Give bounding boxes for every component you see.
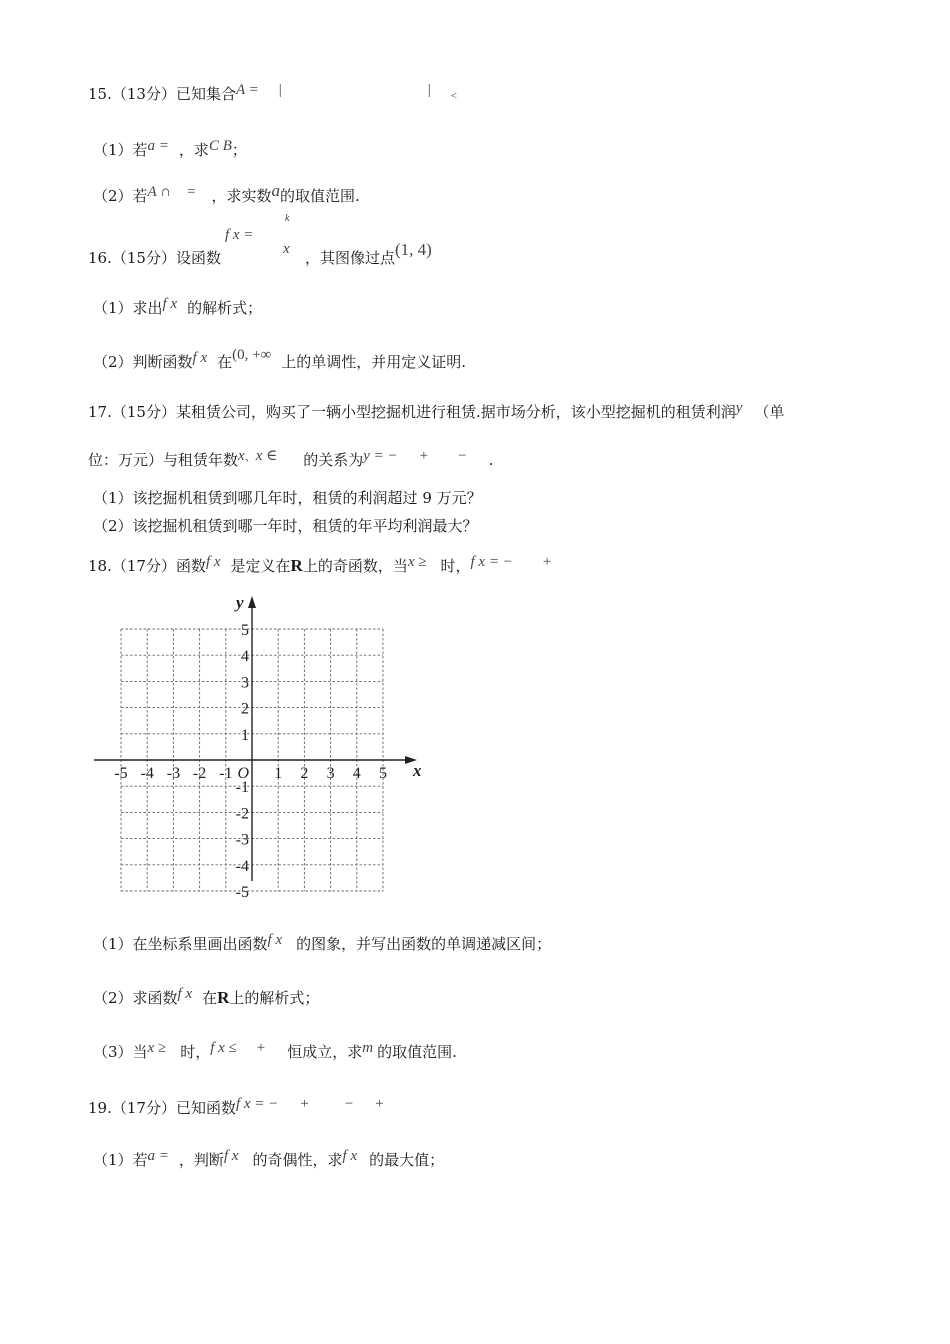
q19-header-text: 19.（17分）已知函数 bbox=[88, 1099, 236, 1117]
q16-den: x bbox=[282, 241, 290, 257]
q18-part2 bbox=[93, 988, 319, 1009]
x-tick-label: 3 bbox=[326, 765, 335, 782]
q18-func: f x bbox=[205, 554, 221, 570]
q17-var-y: y bbox=[735, 400, 743, 416]
y-axis-arrow bbox=[248, 596, 256, 608]
q16-p1-func: f x bbox=[162, 296, 178, 312]
q19-minus: − bbox=[344, 1096, 354, 1112]
q17-line1 bbox=[88, 402, 784, 423]
q18-p1-end: 的图象，并写出函数的单调递减区间； bbox=[296, 935, 552, 953]
q18-p3-var: m bbox=[362, 1040, 374, 1056]
q19-p1-cond: a = bbox=[147, 1148, 169, 1164]
q18-p1-func: f x bbox=[267, 932, 283, 948]
q19-p1-func2: f x bbox=[342, 1148, 358, 1164]
q15-p2-label: （2）若 bbox=[93, 187, 148, 205]
q16-p1-label: （1）求出 bbox=[93, 299, 163, 317]
q18-cond: x ≥ bbox=[407, 554, 427, 570]
y-axis-label: y bbox=[236, 593, 244, 612]
q18-p3-label: （3）当 bbox=[93, 1043, 148, 1061]
q17-dot: . bbox=[488, 451, 494, 469]
q18-p3-mid: 时， bbox=[180, 1043, 211, 1061]
q19-part1 bbox=[93, 1150, 444, 1171]
q15-p2-cond: A ∩ bbox=[147, 184, 172, 200]
q18-p3-plus: + bbox=[256, 1040, 266, 1056]
q17-line2-mid: 的关系为 bbox=[303, 451, 364, 469]
q18-p1-label: （1）在坐标系里画出函数 bbox=[93, 935, 268, 953]
q17-line1-text: 17.（15分）某租赁公司，购买了一辆小型挖掘机进行租赁.据市场分析，该小型挖掘机的租赁利润 bbox=[88, 403, 736, 421]
q18-p2-mid: 在 bbox=[202, 989, 218, 1007]
q19-plus2: + bbox=[375, 1096, 384, 1112]
q19-expr: f x = − bbox=[235, 1096, 279, 1112]
q15-set-a: A = bbox=[235, 82, 259, 98]
q17-line2: 位：万元）与租赁年数x、x ∈ 的关系为y = − + − . bbox=[88, 448, 494, 469]
q15-p2-var: a bbox=[271, 181, 281, 200]
q15-p2-eq: = bbox=[187, 184, 196, 200]
q15-bar2: | bbox=[427, 82, 431, 98]
y-tick-label: 4 bbox=[241, 648, 249, 666]
q18-p3-ineq: f x ≤ bbox=[210, 1040, 237, 1056]
q18-mid2: 上的奇函数，当 bbox=[302, 557, 408, 575]
q16-num: k bbox=[284, 213, 290, 224]
q18-plus: + bbox=[542, 554, 552, 570]
q16-p2-label: （2）判断函数 bbox=[93, 353, 193, 371]
q18-header-text: 18.（17分）函数 bbox=[88, 557, 206, 575]
q15-lt: < bbox=[450, 90, 457, 102]
origin-label: O bbox=[237, 765, 249, 782]
q18-p3-mid2: 恒成立，求 bbox=[287, 1043, 363, 1061]
q17-plus: + bbox=[419, 448, 429, 464]
q18-p3-cond: x ≥ bbox=[147, 1040, 167, 1056]
q17-line1-end: （单 bbox=[754, 403, 785, 421]
y-tick-label: 2 bbox=[241, 700, 249, 718]
q16-p2-func: f x bbox=[192, 350, 208, 366]
coordinate-grid bbox=[90, 592, 430, 918]
q16-part1 bbox=[93, 298, 262, 319]
q15-bar1: | bbox=[278, 82, 282, 98]
q16-header-text: 16.（15分）设函数 bbox=[88, 249, 221, 267]
q19-p1-mid2: 的奇偶性，求 bbox=[252, 1151, 343, 1169]
y-tick-label: -1 bbox=[235, 779, 249, 797]
q18-p2-end: 上的解析式； bbox=[229, 989, 320, 1007]
q19-p1-end: 的最大值； bbox=[369, 1151, 445, 1169]
q15-p1-cond: a = bbox=[147, 138, 169, 154]
q15-part1 bbox=[93, 140, 247, 161]
q15-p1-mid: ，求 bbox=[178, 141, 209, 159]
x-tick-label: -1 bbox=[219, 765, 233, 782]
q17-part2: （2）该挖掘机租赁到哪一年时，租赁的年平均利润最大？ bbox=[93, 517, 478, 535]
q16-formula bbox=[221, 213, 290, 263]
y-tick-label: -5 bbox=[235, 884, 249, 901]
q19-plus1: + bbox=[300, 1096, 309, 1112]
y-tick-label: 3 bbox=[241, 674, 249, 692]
q17-part1: （1）该挖掘机租赁到哪几年时，租赁的利润超过 9 万元？ bbox=[93, 489, 482, 507]
q18-part3 bbox=[93, 1042, 457, 1063]
q19-header bbox=[88, 1098, 384, 1119]
x-tick-label: 2 bbox=[300, 765, 309, 782]
q16-func: f x = bbox=[224, 227, 254, 243]
y-tick-label: -3 bbox=[235, 831, 249, 849]
q19-p1-label: （1）若 bbox=[93, 1151, 148, 1169]
q19-p1-mid: ，判断 bbox=[178, 1151, 224, 1169]
q16-point: (1, 4) bbox=[394, 240, 432, 259]
y-tick-label: 1 bbox=[241, 726, 249, 744]
q15-p1-label: （1）若 bbox=[93, 141, 148, 159]
q18-R: R bbox=[290, 556, 303, 575]
x-tick-label: -3 bbox=[166, 765, 181, 782]
q15-part2 bbox=[93, 181, 360, 207]
q15-p2-end: 的取值范围. bbox=[280, 187, 360, 205]
q16-header bbox=[88, 213, 432, 268]
q18-mid1: 是定义在 bbox=[230, 557, 291, 575]
q16-mid: ，其图像过点 bbox=[304, 249, 395, 267]
x-tick-label: -5 bbox=[114, 765, 128, 782]
q18-header bbox=[88, 556, 551, 577]
q18-mid3: 时， bbox=[440, 557, 471, 575]
x-tick-label: 1 bbox=[274, 765, 283, 782]
q18-expr: f x = − bbox=[470, 554, 513, 570]
q17-var-x: x bbox=[238, 448, 245, 464]
q15-header bbox=[88, 84, 457, 106]
x-tick-label: -2 bbox=[192, 765, 207, 782]
q17-domain-x: x ∈ bbox=[255, 448, 278, 464]
y-tick-label: 5 bbox=[241, 622, 249, 639]
q18-p2-label: （2）求函数 bbox=[93, 989, 178, 1007]
q16-p1-end: 的解析式； bbox=[187, 299, 263, 317]
y-tick-label: -2 bbox=[235, 805, 249, 823]
q16-p2-mid: 在 bbox=[217, 353, 233, 371]
q15-header-text: 15.（13分）已知集合 bbox=[88, 85, 236, 103]
q17-line2-start: 位：万元）与租赁年数 bbox=[88, 451, 239, 469]
q18-part1 bbox=[93, 934, 551, 955]
q16-p2-end: 上的单调性，并用定义证明. bbox=[281, 353, 467, 371]
q15-p1-end: ； bbox=[231, 141, 247, 159]
q15-p2-mid: ，求实数 bbox=[211, 187, 272, 205]
x-tick-label: 5 bbox=[379, 765, 387, 782]
q17-relation: y = − bbox=[363, 448, 398, 464]
x-tick-label: 4 bbox=[352, 765, 361, 782]
q15-p1-expr: C B bbox=[208, 138, 232, 154]
q19-p1-func: f x bbox=[223, 1148, 239, 1164]
x-axis-label: x bbox=[413, 761, 422, 780]
x-tick-label: -4 bbox=[140, 765, 154, 782]
q17-minus: − bbox=[458, 448, 467, 464]
q18-p3-end: 的取值范围. bbox=[377, 1043, 457, 1061]
q16-part2 bbox=[93, 347, 467, 373]
y-tick-label: -4 bbox=[235, 857, 249, 875]
q18-p2-R: R bbox=[217, 988, 230, 1007]
q16-p2-interval: (0, +∞ bbox=[232, 347, 272, 363]
q18-p2-func: f x bbox=[177, 986, 193, 1002]
